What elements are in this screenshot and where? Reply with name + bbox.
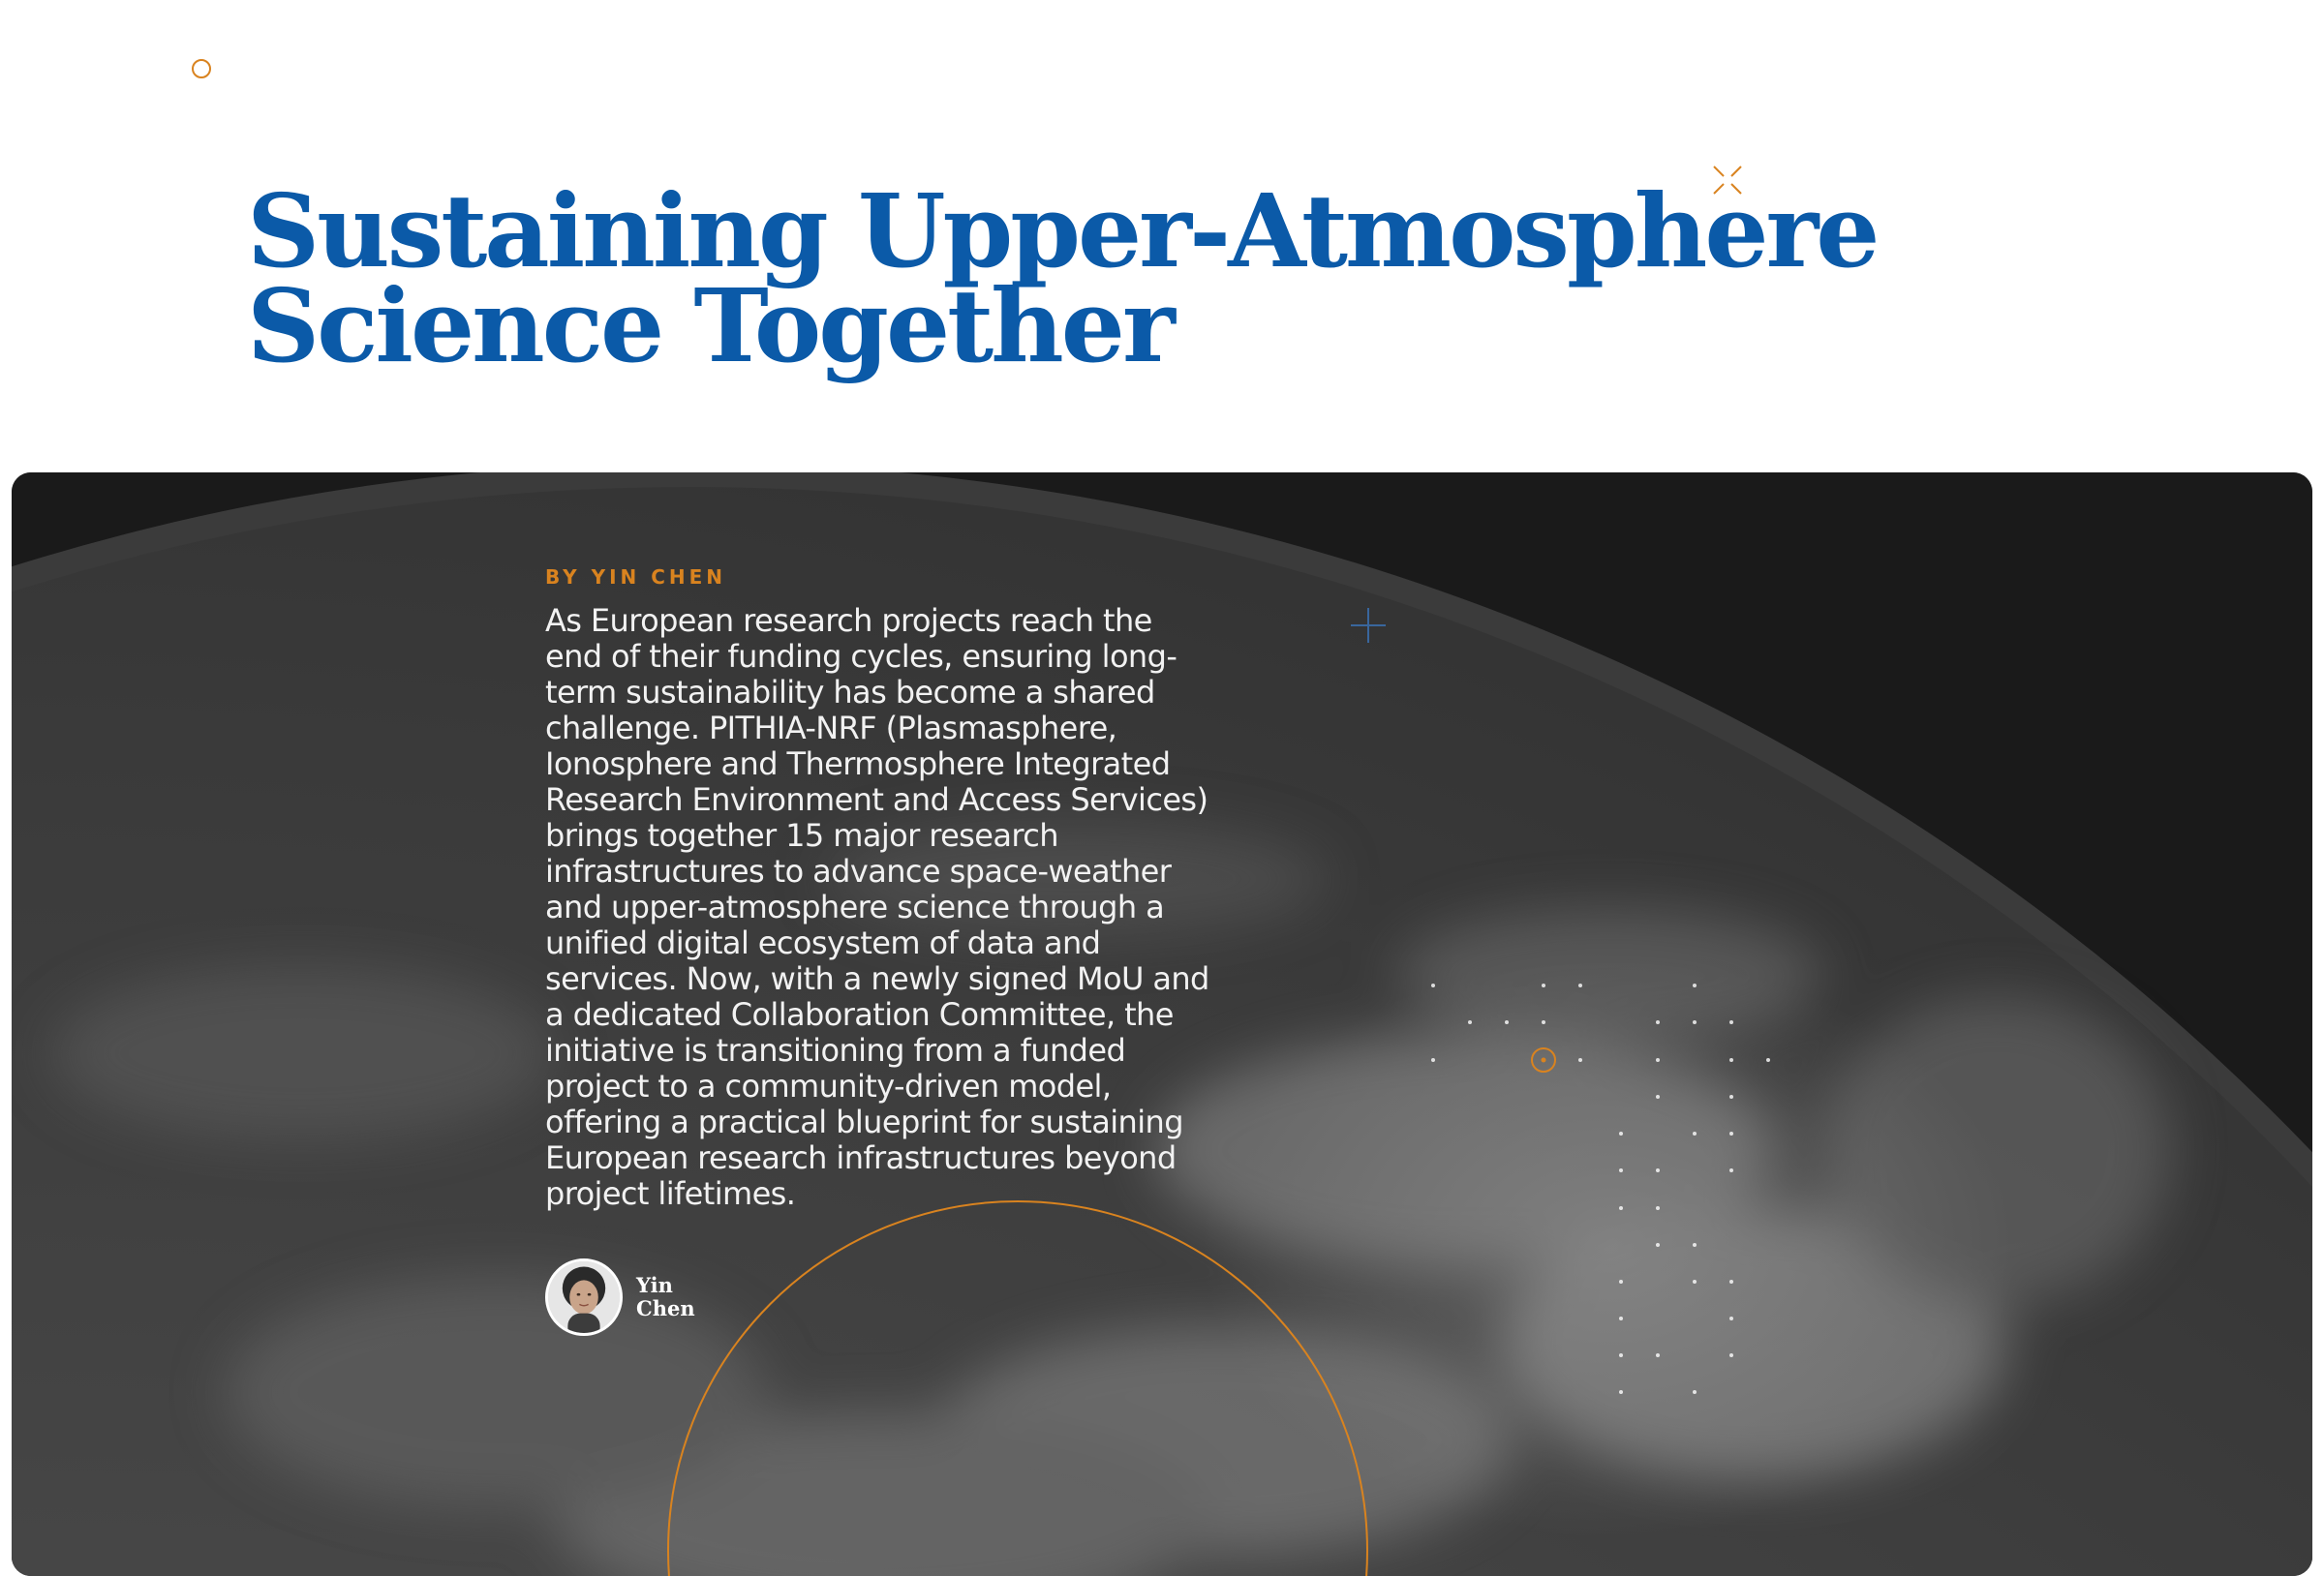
title-line-2: Science Together: [247, 266, 1173, 385]
page-title: [247, 171, 1990, 385]
hero-section: [12, 472, 2312, 1576]
avatar: [545, 1258, 623, 1336]
title-line-1: Sustaining Upper-Atmosphere: [247, 171, 1878, 290]
author-last-name: Chen: [636, 1296, 695, 1320]
author-photo: [548, 1261, 620, 1333]
article-summary: As European research projects reach the end of their funding cycles, ensuring long-term sustainability has become a shared challenge. PITHIA-NRF (Plasmasphere, Ionosphere and Thermosphere Integrated Research Environment and Access Services) brings together 15 major research infrastructures to advance space-weather and upper-atmosphere science through a unified digital ecosystem of data and services. Now, with a newly signed MoU and a dedicated Collaboration Committee, the initiative is transitioning from a funded project to a community-driven model, offering a practical blueprint for sustaining European research infrastructures beyond project lifetimes.: [545, 602, 1209, 1212]
author-first-name: Yin: [636, 1273, 673, 1297]
author-card[interactable]: [545, 1258, 723, 1336]
byline: BY YIN CHEN: [545, 565, 727, 589]
circle-outline-icon: [192, 59, 211, 78]
author-name: [636, 1274, 723, 1320]
